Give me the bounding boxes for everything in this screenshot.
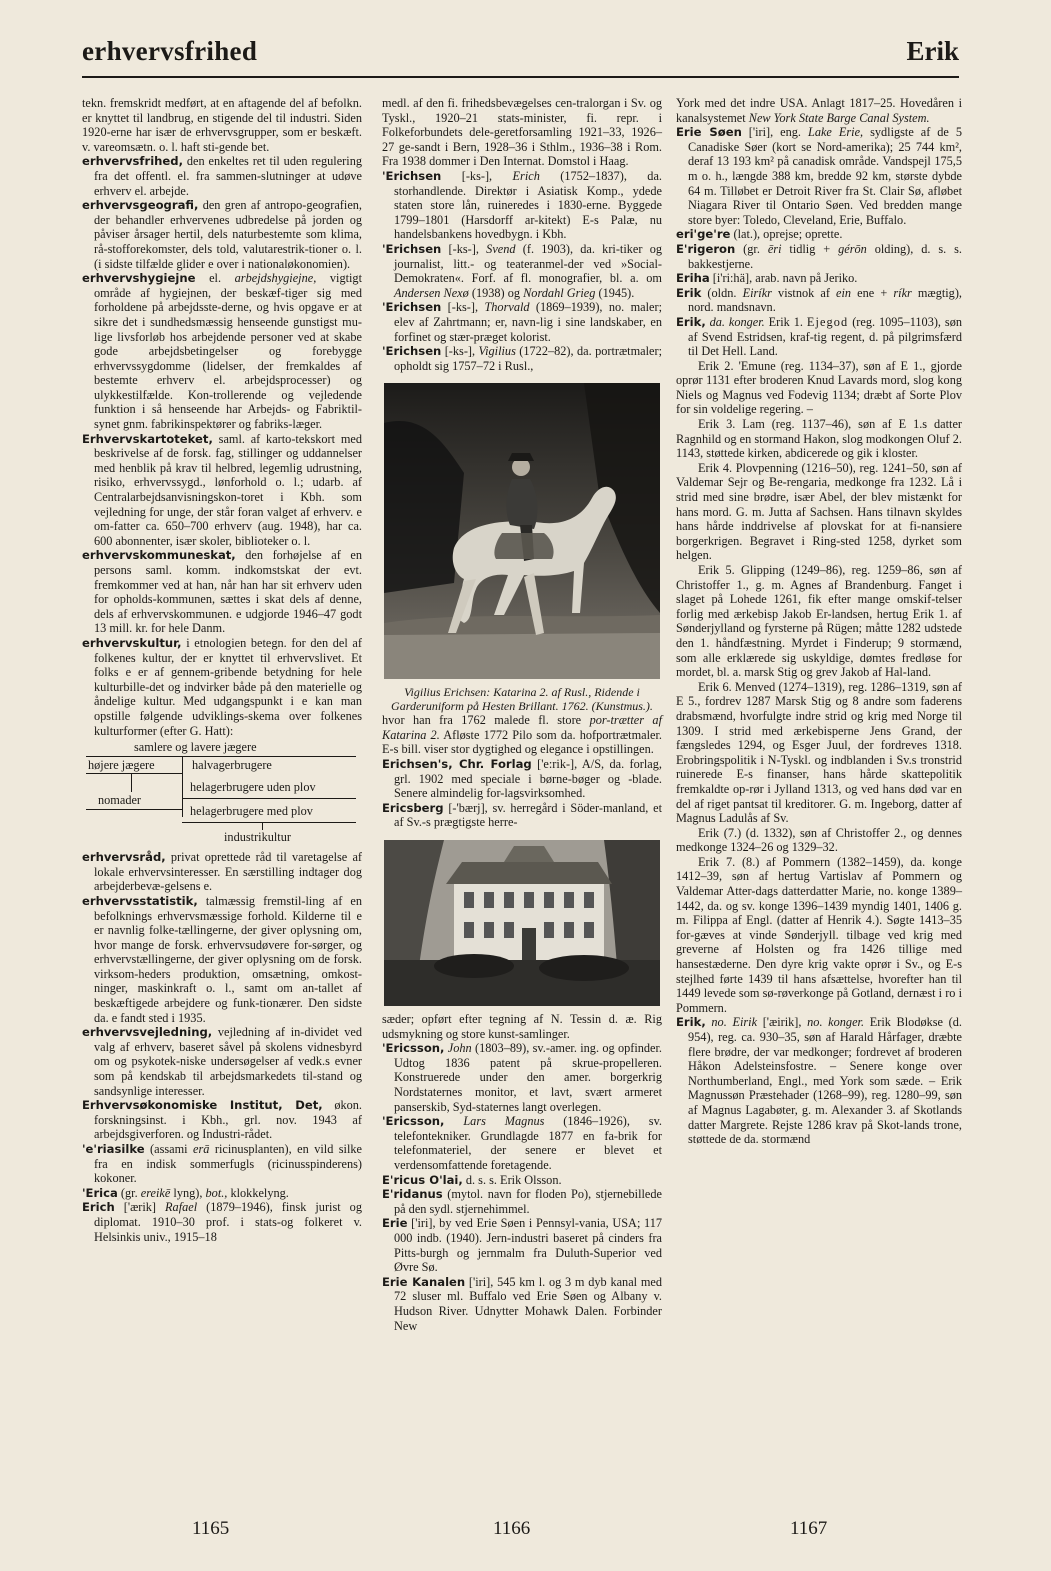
headword: 'e'riasilke bbox=[82, 1142, 145, 1156]
photo-ericsberg-manor bbox=[384, 840, 660, 1006]
entry-ericsson-john: 'Ericsson, John (1803–89), sv.-amer. ing. og opfinder. Udtog 1836 patent på skrue-propelleren. Konstruerede under den amer. borgerkrig Nordstaternes monitor, et lavt, svært armeret panserskib, Syd-staternes langt overlegen. bbox=[382, 1041, 663, 1114]
headword: Erik bbox=[676, 285, 702, 300]
subentry-erik-7-pommern: Erik 7. (8.) af Pommern (1382–1459), da. konge 1412–39, søn af hertug Vartislav af Pommern og Valdemar Atter-dags datterdatter Marie, no. konge 1389–1442, da. og sv. konge 1396–1439 myndig 1401, 1406 g. m. Filippa af Engl. (datter af Henrik 4.). Søgte 1413–35 for-gæves at vinde Sønderjyll. tilbage ved krig med greverne af Holsten og fra 1426 tillige med hansestæderne. Den dyre krig vakte oprør i Sv., og E-s stejlhed førte 1439 til hans afsættelse, hvorefter han til 1449 levede som sø-røverkonge på Gotland, dernæst i ro i Pommern. bbox=[676, 854, 962, 1015]
culture-forms-diagram bbox=[86, 740, 358, 846]
entry-erigeron: E'rigeron (gr. ēri tidlig + gérōn olding), d. s. s. bakkestjerne. bbox=[676, 241, 962, 271]
column-2 bbox=[382, 96, 662, 1333]
entry-erica: 'Erica (gr. ereikē lyng), bot., klokkelyng. bbox=[82, 1185, 289, 1200]
headword: 'Erichsen bbox=[382, 241, 442, 256]
entry-erichsen-erich: 'Erichsen [-ks-], Erich (1752–1837), da. storhandlende. Direktør i Asiatisk Komp., ydede staten store lån, ruineredes i 1830-erne. Byggede 1799–1801 (Harsdorff ar-kitekt) E-s Palæ, nu handelsbankens hovedbygn. i Kbh. bbox=[382, 168, 662, 242]
entry-erhvervskultur: erhvervskultur, i etnologien betegn. for den del af folkenes kultur, der er knyttet til erhvervslivet. Et folks e er af gennem-gribende betydning for hele kulturbille-det og indvirker både på den materielle og åndelige kultur. Med udgangspunkt i e kan man opstille følgende udviklings-skema over folkenes kulturformer (efter G. Hatt): bbox=[82, 635, 362, 738]
entry-erhvervsfrihed: erhvervsfrihed, den enkeltes ret til uden regulering fra det offentl. el. fra sammen-slutninger at udøve erhverv el. arbejde. bbox=[82, 154, 362, 198]
continued-paragraph: medl. af den fi. frihedsbevægelses cen-tralorgan i Sv. og Tyskl., 1920–21 stats-minister, fi. repr. i Folkeforbundets dele-geretforsamling 1921–33, 1926–27 ge-sandt i Bern, 1928–36 i Sthlm., 1936–38 i Rom. Fra 1938 dommer i Den Internat. Domstol i Haag. bbox=[382, 96, 662, 169]
entry-eriasilke: 'e'riasilke (assami erā ricinusplanten), en vild silke fra en indisk sommerfugls (ricinusspinderens) kokoner. bbox=[82, 1142, 363, 1186]
headword: E'rigeron bbox=[676, 241, 736, 256]
painting-caption: Vigilius Erichsen: Katarina 2. af Rusl., Ridende i Garderuniform på Hesten Brillant. 1762. (Kunstmus.). bbox=[391, 685, 653, 714]
headword: eri'ge're bbox=[676, 227, 731, 242]
diagram-node-right: halvagerbrugere bbox=[192, 758, 272, 773]
headword: Erhvervsøkonomiske Institut, Det, bbox=[82, 1098, 323, 1113]
diagram-line bbox=[182, 798, 356, 799]
entry-ericsberg: Ericsberg [-'bærj], sv. herregård i Söder-manland, et af Sv.-s prægtigste herre- bbox=[382, 800, 662, 830]
entry-erhvervshygiejne: erhvervshygiejne el. arbejdshygiejne, vigtigt område af hygiejnen, der beskæf-tiger sig med forholdene på arbejdsste-derne, og hvis opgave er at sikre det i sundhedsmæssig henseende gunstigst mu-lige livsforløb hos arbejdende personer ved at skabe gode arbejdsbetingelser og forebygge erhvervssygdomme (lidelser, der fremkaldes af bestemte erhverv el. arbejdsprocesser) og ulykkestilfælde. Kon-trollerende og vejledende funktion i så henseende har Arbejds- og Fabriktil-synet gnm. fabrikinspektører og fabriks-læger. bbox=[82, 271, 362, 432]
headword: Eriha bbox=[676, 271, 710, 286]
continued-paragraph: tekn. fremskridt medført, at en aftagende del af befolkn. er knyttet til landbrug, en stigende del til industri. Siden 1920-erne har især de erhvervsgrupper, som er beskæft. v. vareomsætn. o. l. haft sti-gende bet. bbox=[82, 96, 362, 154]
entry-erik-da-konger: Erik, da. konger. Erik 1. Ejegod (reg. 1095–1103), søn af Svend Estridsen, kraf-tig regent, d. på pilgrimsfærd til Det Hell. Land. bbox=[676, 314, 962, 359]
continued-paragraph: hvor han fra 1762 malede fl. store por-trætter af Katarina 2. Afløste 1772 Pilo som da. hofportrætmaler. E-s bill. viser stor dygtighed og elegance i opstillingen. bbox=[382, 713, 662, 757]
entry-erichsens-forlag: Erichsen's, Chr. Forlag ['e:rik-], A/S, da. forlag, grl. 1902 med speciale i børne-bøger og -blade. Senere almindelig for-lagsvirksomhed. bbox=[382, 757, 662, 801]
entry-erie-soen: Erie Søen ['iri], eng. Lake Erie, sydligste af de 5 Canadiske Søer (kort se Nord-amerika); 25 744 km², deraf 13 193 km² på canadisk område. Vandspejl 175,5 m o. h., længde 388 km, bredde 92 km, største dybde 64 m. Tilløbet er Detroit River fra St. Clair Sø, afløbet Niagara River til Ontario Søen. Ved bredden mange store byer: Toledo, Cleveland, Erie, Buffalo. bbox=[676, 125, 962, 227]
headword: E'ricus O'lai, bbox=[382, 1172, 463, 1187]
entry-eridanus: E'ridanus (mytol. navn for floden Po), stjernebillede på den sydl. stjernehimmel. bbox=[382, 1187, 662, 1216]
headword: Erik, bbox=[676, 314, 706, 329]
entry-erhvervsstatistik: erhvervsstatistik, talmæssig fremstil-ling af en befolknings erhvervsmæssige forhold. Kilderne til e er navnlig folke-tællingerne, der giver oplysning om, hvor mange de forsk. erhvervsudøvere for-sørger, og erhvervstællingerne, der giver oplysning om de forsk. virksom-heders produktion, omsætning, omkost-ninger, maskinkraft o. l., samt om an-tallet af beskæftigede arbejdere og funk-tionærer. Den sidste da. e fandt sted i 1935. bbox=[82, 893, 362, 1025]
entry-ericus-olai: E'ricus O'lai, d. s. s. Erik Olsson. bbox=[382, 1172, 562, 1187]
diagram-line bbox=[182, 773, 183, 817]
diagram-node-nomader: nomader bbox=[98, 793, 142, 808]
entry-erhvervsgeografi: erhvervsgeografi, den gren af antropo-geografien, der behandler erhvervenes udbredelse på jorden og påviser årsager hertil, dels naturbestemte som klima, rå-stofforekomster, dels told, valutarestrik-tioner o. l. (i sidste tilfælde glider e over i nationaløkonomien). bbox=[82, 198, 362, 271]
subentry-erik-7-christoffer: Erik (7.) (d. 1332), søn af Christoffer 2., og dennes medkonge 1324–26 og 1329–32. bbox=[676, 825, 962, 855]
headword: Erik, bbox=[676, 1015, 706, 1030]
diagram-line bbox=[182, 757, 183, 773]
headword: Ericsberg bbox=[382, 800, 444, 815]
entry-erik-no-konger: Erik, no. Eirik ['æirik], no. konger. Erik Blodøkse (d. 954), reg. ca. 930–35, søn af Harald Hårfager, dræbte flere brødre, der var medkonger; fordrevet af broderen Håkon Adelsteinsfostre. – Senere konge over Northumberland, Engl., med York som sæde. – Erik Magnussøn Præstehader (1268–99), reg. 1280–99, søn af Magnus Lagabøter, g. m. Alexander 3. af Skotlands datter Margrete. Rejste 1286 krav på Skot-lands trone, støttede de da. stormænd bbox=[676, 1015, 962, 1147]
headword: Erie Kanalen bbox=[382, 1274, 466, 1289]
diagram-line bbox=[86, 756, 356, 757]
headword: 'Erichsen bbox=[382, 344, 442, 359]
entry-erhvervskommuneskat: erhvervskommuneskat, den forhøjelse af en persons saml. komm. indkomstskat der evt. fremkommer ved at han, når han har sit erhverv uden for opholds-kommunen, sættes i skat dels af denne, dels af erhvervskommunen. e udgjorde 1946–47 godt 13 mill. kr. for hele Danm. bbox=[82, 548, 362, 636]
headword: 'Erica bbox=[82, 1185, 118, 1200]
headword: 'Erichsen bbox=[382, 300, 442, 315]
headword: Erich bbox=[82, 1200, 115, 1215]
headword: erhvervskultur, bbox=[82, 635, 182, 650]
page-number-left: 1165 bbox=[192, 1518, 230, 1539]
headword: erhvervsgeografi, bbox=[82, 198, 199, 213]
headword: Erichsen's, Chr. Forlag bbox=[382, 757, 532, 772]
page-number-right: 1167 bbox=[790, 1518, 828, 1539]
column-1 bbox=[82, 96, 362, 1244]
entry-erhvervsokonomiske-institut: Erhvervsøkonomiske Institut, Det, økon. forskningsinst. i Kbh., grl. nov. 1943 af arbejdsgiverforen. og Industri-rådet. bbox=[82, 1098, 362, 1142]
entry-eriha: Eriha [i'ri:hä], arab. navn på Jeriko. bbox=[676, 271, 858, 286]
headword: erhvervskommuneskat, bbox=[82, 548, 236, 563]
entry-erhvervsraad: erhvervsråd, privat oprettede råd til varetagelse af lokale erhvervsinteresser. En særstilling indtager dog arbejderbevæ-gelsens e. bbox=[82, 850, 362, 894]
headword: Erie bbox=[382, 1216, 408, 1231]
painting-katarina-on-horse bbox=[384, 383, 660, 679]
header-rule bbox=[82, 76, 959, 78]
diagram-line bbox=[182, 822, 356, 823]
subentry-erik-6: Erik 6. Menved (1274–1319), reg. 1286–1319, søn af E 5., fordrev 1287 Marsk Stig og 8 andre som faderens drabsmænd, hvorfulgte indre strid og krig med Norge til 1309. I strid med ærkebisperne Jens Grand, der fængsledes 1294, og Esger Juul, der fordreves 1318. Erobringspolitik i N-Tyskl. og indblanden i Sv.s tronstrid ruinerede E-s finanser, hans hårde skattepolitik fremkaldte op-rør i Jylland 1313, og ved hans død var en del af riget pantsat til kreditorer. G. m. Ingeborg, datter af Magnus Ladulås af Sv. bbox=[676, 679, 962, 826]
entry-erhvervsvejledning: erhvervsvejledning, vejledning af in-dividet ved valg af erhverv, baseret såvel på skolens vidnesbyrd om og psykotek-niske undersøgelser af vedk.s evner som på kendskab til arbejdsmarkedets til-stand og sandsynlige interesser. bbox=[82, 1025, 362, 1098]
continued-paragraph: sæder; opført efter tegning af N. Tessin d. æ. Rig udsmykning og store kunst-samlinger. bbox=[382, 1012, 662, 1041]
headword: erhvervsråd, bbox=[82, 850, 166, 865]
diagram-node-top: samlere og lavere jægere bbox=[134, 740, 257, 755]
diagram-node-left: højere jægere bbox=[88, 758, 155, 773]
page-number-middle: 1166 bbox=[493, 1518, 531, 1539]
headword: 'Ericsson, bbox=[382, 1114, 445, 1129]
subentry-erik-3: Erik 3. Lam (reg. 1137–46), søn af E 1.s datter Ragnhild og en stormand Hakon, slog modkongen Oluf 2. 1143, støttede kirken, abdicerede og gik i kloster. bbox=[676, 417, 962, 461]
entry-erichsen-vigilius: 'Erichsen [-ks-], Vigilius (1722–82), da. portrætmaler; opholdt sig 1757–72 i Rusl., bbox=[382, 344, 662, 373]
column-3 bbox=[676, 96, 962, 1147]
diagram-node-mid: helagerbrugere uden plov bbox=[190, 780, 316, 795]
diagram-line bbox=[262, 822, 263, 830]
running-head-right: Erik bbox=[906, 36, 959, 66]
headword: erhvervshygiejne bbox=[82, 271, 196, 286]
diagram-node-low: helagerbrugere med plov bbox=[190, 804, 313, 819]
painting-illustration bbox=[384, 383, 660, 679]
entry-erie-kanalen: Erie Kanalen ['iri], 545 km l. og 3 m dyb kanal med 72 sluser ml. Buffalo ved Erie Søen og Albany v. Hudson River. Udnytter Mohawk Dalen. Forbinder New bbox=[382, 1274, 662, 1333]
manor-illustration bbox=[384, 840, 660, 1006]
headword: erhvervsstatistik, bbox=[82, 893, 198, 908]
diagram-line bbox=[86, 773, 182, 774]
headword: E'ridanus bbox=[382, 1187, 443, 1202]
entry-erie: Erie ['iri], by ved Erie Søen i Pennsyl-vania, USA; 117 000 indb. (1940). Jern-industri baseret på cinders fra Pitts-burgh og jernmalm fra Duluth-Superior ved Øvre Sø. bbox=[382, 1216, 662, 1275]
running-head-left: erhvervsfrihed bbox=[82, 36, 258, 66]
subentry-erik-5: Erik 5. Glipping (1249–86), reg. 1259–86, søn af Christoffer 1., g. m. Agnes af Brandenburg. Fanget i slaget på Lohede 1261, fik efter mange omskif-telser forlig med ærkebisp Jakob Er-landsen, hertug Erik 1. af Sønderjylland og fyrsterne på Rügen; måtte 1282 udstede den 1. håndfæstning. Myrdet i Finderup; 9 stormænd, som alle erklærede sig uskyldige, dømtes fredløse for mordet, bl. a. marsk Stig og grev Jakob af Hal-land. bbox=[676, 563, 962, 680]
entry-erik-name: Erik (oldn. Eiríkr vistnok af ein ene + ríkr mægtig), nord. mandsnavn. bbox=[676, 285, 962, 315]
entry-erichsen-svend: 'Erichsen [-ks-], Svend (f. 1903), da. kri-tiker og journalist, litt.- og teateranmel-der ved »Social-Demokraten«. Forf. af fl. monografier, bl. a. om Andersen Nexø (1938) og Nordahl Grieg (1945). bbox=[382, 241, 662, 300]
headword: 'Erichsen bbox=[382, 168, 442, 183]
headword: Erie Søen bbox=[676, 125, 742, 140]
diagram-line bbox=[131, 774, 132, 792]
headword: Erhvervskartoteket, bbox=[82, 431, 213, 446]
headword: 'Ericsson, bbox=[382, 1041, 445, 1056]
subentry-erik-4: Erik 4. Plovpenning (1216–50), reg. 1241–50, søn af Valdemar Sejr og Be-rengaria, medkonge fra 1232. Lå i strid med sine brødre, især Abel, der blev mistænkt for hans mord. G. m. Jutta af Sachsen. Hans tilnavn skyldes hans hårde inddrivelse af plovskat for at fi-nansiere borgerkrigen. Begravet i Ring-sted 1258, dyrket som helgen. bbox=[676, 460, 962, 563]
subentry-erik-2: Erik 2. 'Emune (reg. 1134–37), søn af E 1., gjorde oprør 1131 efter broderen Knud Lavards mord, slog kong Niels og Magnus ved Fodevig 1134; dræbt af Sorte Plov for sin voldelige regering. – bbox=[676, 358, 962, 417]
entry-erhvervskartoteket: Erhvervskartoteket, saml. af karto-tekskort med beskrivelse af de forsk. fag, stillinger og uddannelser med henblik på krav til helbred, legemlig udrustning, risiko, erhvervssygd., lønforhold o. l.; udarb. af Centralarbejdsanvisningskon-toret i Kbh. som vejledning for unge, der står foran valget af erhverv. e om-fatter ca. 650–700 erhverv (aug. 1948), har ca. 600 abonnenter, især skoler, biblioteker o. l. bbox=[82, 431, 362, 548]
entry-ericsson-lars-magnus: 'Ericsson, Lars Magnus (1846–1926), sv. telefontekniker. Grundlagde 1877 en fa-brik for telefonmateriel, der senere er blevet et verdensomfattende foretagende. bbox=[382, 1114, 662, 1172]
entry-erigere: eri'ge're (lat.), oprejse; oprette. bbox=[676, 227, 843, 242]
headword: erhvervsfrihed, bbox=[82, 154, 183, 169]
headword: erhvervsvejledning, bbox=[82, 1025, 213, 1040]
entry-erich: Erich ['ærik] Rafael (1879–1946), finsk jurist og diplomat. 1910–30 prof. i stats-og folkeret v. Helsinkis univ., 1915–18 bbox=[82, 1200, 362, 1244]
diagram-node-bottom: industrikultur bbox=[224, 830, 291, 845]
diagram-line bbox=[86, 809, 182, 810]
entry-erichsen-thorvald: 'Erichsen [-ks-], Thorvald (1869–1939), no. maler; elev af Zahrtmann; er, navn-lig i sine landskaber, en forfinet og stær-præget kolorist. bbox=[382, 300, 662, 344]
continued-paragraph: York med det indre USA. Anlagt 1817–25. Hovedåren i kanalsystemet New York State Barge Canal System. bbox=[676, 96, 962, 125]
